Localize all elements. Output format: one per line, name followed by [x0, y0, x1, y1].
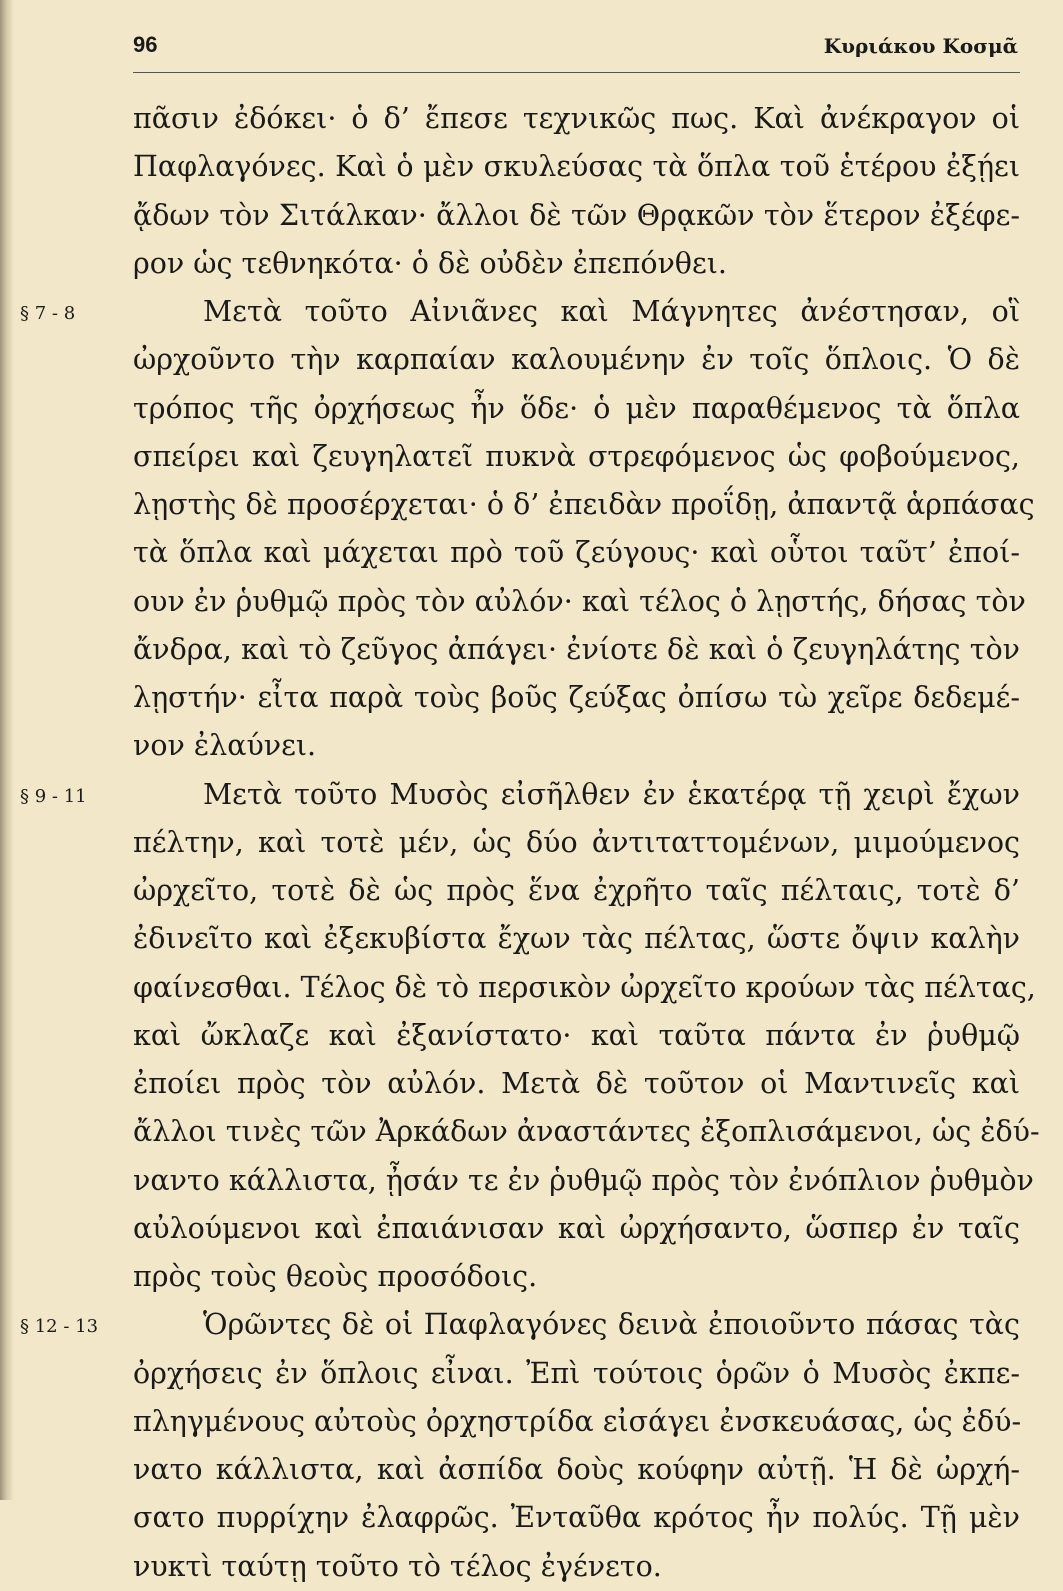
text-line: ὀρχήσεις ἐν ὅπλοις εἶναι. Ἐπὶ τούτοις ὁρῶν ὁ Μυσὸς ἐκπε-: [133, 1356, 1020, 1390]
text-line: πέλτην, καὶ τοτὲ μέν, ὡς δύο ἀντιταττομένων, μιμούμενος: [133, 825, 1020, 859]
text-line: νυκτὶ ταύτῃ τοῦτο τὸ τέλος ἐγένετο.: [133, 1549, 662, 1583]
text-line: λῃστήν· εἶτα παρὰ τοὺς βοῦς ζεύξας ὀπίσω τὼ χεῖρε δεδεμέ-: [133, 681, 1020, 714]
text-line: Παφλαγόνες. Καὶ ὁ μὲν σκυλεύσας τὰ ὅπλα τοῦ ἑτέρου ἐξῄει: [133, 150, 1020, 184]
text-line: ᾄδων τὸν Σιτάλκαν· ἄλλοι δὲ τῶν Θρᾳκῶν τὸν ἕτερον ἐξέφε-: [133, 198, 1020, 232]
text-line: φαίνεσθαι. Τέλος δὲ τὸ περσικὸν ὠρχεῖτο κρούων τὰς πέλτας,: [133, 970, 1036, 1004]
page-binding-edge: [0, 0, 14, 1500]
text-line: πρὸς τοὺς θεοὺς προσόδοις.: [133, 1260, 538, 1293]
text-line: τρόπος τῆς ὀρχήσεως ἦν ὅδε· ὁ μὲν παραθέμενος τὰ ὅπλα: [133, 391, 1020, 425]
page-number: 96: [133, 32, 158, 57]
text-line: ὠρχοῦντο τὴν καρπαίαν καλουμένην ἐν τοῖς ὅπλοις. Ὁ δὲ: [133, 343, 1020, 377]
text-line: ἐποίει πρὸς τὸν αὐλόν. Μετὰ δὲ τοῦτον οἱ Μαντινεῖς καὶ: [133, 1067, 1020, 1100]
text-line: ρον ὡς τεθνηκότα· ὁ δὲ οὐδὲν ἐπεπόνθει.: [133, 246, 727, 280]
text-line: § 9 - 11 Μετὰ τοῦτο Μυσὸς εἰσῆλθεν ἐν ἑκατέρᾳ τῇ χειρὶ ἔχων: [20, 771, 1020, 819]
text-line: νατο κάλλιστα, καὶ ἀσπίδα δοὺς κούφην αὐτῇ. Ἡ δὲ ὠρχή-: [133, 1453, 1020, 1486]
text-line: πᾶσιν ἐδόκει· ὁ δ’ ἔπεσε τεχνικῶς πως. Καὶ ἀνέκραγον οἱ: [133, 102, 1020, 135]
text-line: λῃστὴς δὲ προσέρχεται· ὁ δ’ ἐπειδὰν προΐδῃ, ἀπαντᾷ ἁρπάσας: [133, 488, 1035, 521]
section-marker: § 9 - 11: [20, 785, 87, 807]
section-marker: § 12 - 13: [20, 1316, 99, 1338]
text-line: ουν ἐν ῥυθμῷ πρὸς τὸν αὐλόν· καὶ τέλος ὁ λῃστής, δήσας τὸν: [133, 584, 1026, 618]
text-line: ἄνδρα, καὶ τὸ ζεῦγος ἀπάγει· ἐνίοτε δὲ καὶ ὁ ζευγηλάτης τὸν: [133, 632, 1020, 666]
text-line: σατο πυρρίχην ἐλαφρῶς. Ἐνταῦθα κρότος ἦν πολύς. Τῇ μὲν: [133, 1501, 1020, 1535]
page-header: [133, 30, 1018, 70]
text-line: καὶ ὤκλαζε καὶ ἐξανίστατο· καὶ ταῦτα πάντα ἐν ῥυθμῷ: [133, 1018, 1020, 1052]
text-line: σπείρει καὶ ζευγηλατεῖ πυκνὰ στρεφόμενος ὡς φοβούμενος,: [133, 439, 1020, 473]
header-rule: [133, 72, 1020, 73]
text-line: ὠρχεῖτο, τοτὲ δὲ ὡς πρὸς ἕνα ἐχρῆτο ταῖς πέλταις, τοτὲ δ’: [133, 874, 1020, 907]
text-line: ἄλλοι τινὲς τῶν Ἀρκάδων ἀναστάντες ἐξοπλισάμενοι, ὡς ἐδύ-: [133, 1115, 1040, 1149]
section-marker: § 7 - 8: [20, 303, 76, 324]
running-head: Κυριάκου Κοσμᾶ: [823, 34, 1018, 58]
body-text: [20, 95, 1040, 1591]
text-line: ναντο κάλλιστα, ᾖσάν τε ἐν ῥυθμῷ πρὸς τὸν ἐνόπλιον ῥυθμὸν: [133, 1163, 1034, 1197]
text-line: § 12 - 13 Ὁρῶντες δὲ οἱ Παφλαγόνες δεινὰ ἐποιοῦντο πάσας τὰς: [20, 1301, 1020, 1349]
text-line: πληγμένους αὐτοὺς ὀρχηστρίδα εἰσάγει ἐνσκευάσας, ὡς ἐδύ-: [133, 1404, 1022, 1438]
text-line: ἐδινεῖτο καὶ ἐξεκυβίστα ἔχων τὰς πέλτας, ὥστε ὄψιν καλὴν: [133, 922, 1020, 956]
text-line: τὰ ὅπλα καὶ μάχεται πρὸ τοῦ ζεύγους· καὶ οὗτοι ταῦτ’ ἐποί-: [133, 536, 1020, 570]
text-line: νον ἐλαύνει.: [133, 729, 317, 763]
text-line: § 7 - 8 Μετὰ τοῦτο Αἰνιᾶνες καὶ Μάγνητες ἀνέστησαν, οἳ: [20, 288, 1020, 336]
text-line: αὐλούμενοι καὶ ἐπαιάνισαν καὶ ὠρχήσαντο, ὥσπερ ἐν ταῖς: [133, 1211, 1020, 1245]
